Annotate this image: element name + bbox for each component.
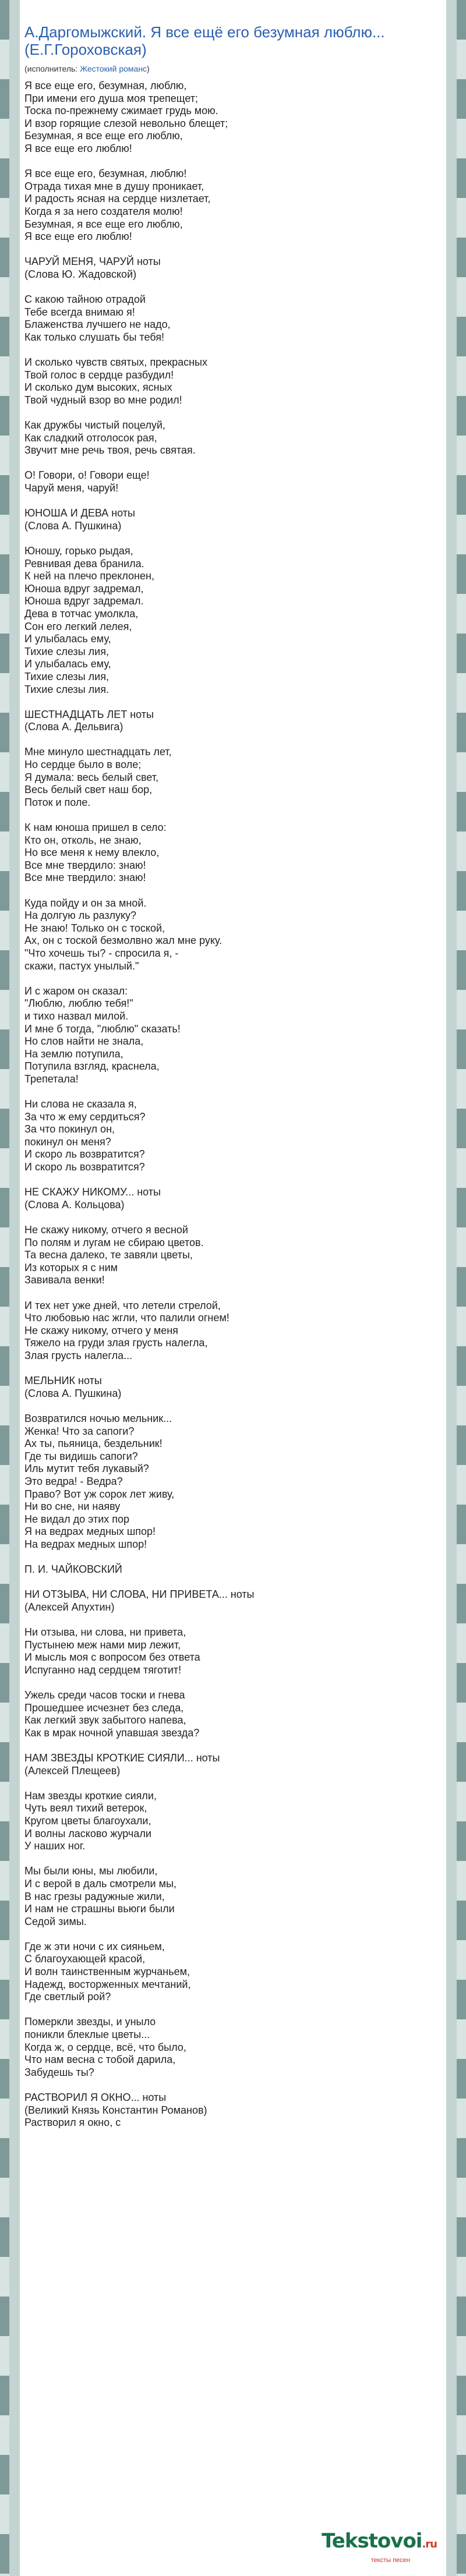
lyric-line [24, 1777, 442, 1790]
song-header [20, 0, 446, 74]
lyric-line: Нам звезды кроткие сияли, [24, 1789, 157, 1802]
lyric-line: Я думала: весь белый свет, [24, 771, 158, 783]
lyric-line: скажи, пастух унылый." [24, 960, 139, 972]
lyric-line [24, 972, 442, 985]
lyric-line: ШЕСТНАДЦАТЬ ЛЕТ ноты [24, 708, 154, 720]
lyric-line: И мысль моя с вопросом без ответа [24, 1651, 200, 1664]
lyric-line: И скоро ль возвратится? [24, 1161, 145, 1173]
performer-prefix: (исполнитель: [24, 64, 80, 73]
lyric-line: Сон его легкий лелея, [24, 620, 132, 632]
lyric-line: Как в мрак ночной упавшая звезда? [24, 1726, 200, 1739]
lyric-line [24, 1928, 442, 1941]
lyric-line: П. И. ЧАЙКОВСКИЙ [24, 1563, 122, 1576]
lyric-line: Растворил я окно, с [24, 2117, 121, 2129]
lyric-line: Ни слова не сказала я, [24, 1098, 137, 1110]
lyric-line: И взор горящие слезой невольно блещет; [24, 117, 228, 129]
lyric-line [24, 1211, 442, 1224]
logo-tld-text: .ru [422, 2538, 437, 2550]
lyric-line: Не видал до этих пор [24, 1513, 130, 1525]
lyric-line: Завивала венки! [24, 1274, 105, 1286]
lyrics-text [20, 80, 446, 2129]
lyric-line [24, 243, 442, 256]
lyric-line [24, 1174, 442, 1187]
lyric-line: Тебе всегда внимаю я! [24, 306, 135, 318]
lyric-line [24, 696, 442, 709]
lyric-line: Но сердце было в воле; [24, 759, 142, 771]
lyric-line [24, 1853, 442, 1866]
lyric-line: Весь белый свет наш бор, [24, 784, 153, 796]
lyric-line: Тихие слезы лия, [24, 670, 109, 682]
lyric-line [24, 406, 442, 419]
lyric-line [24, 1086, 442, 1099]
lyric-line: Как дружбы чистый поцелуй, [24, 419, 165, 431]
lyric-line: И скоро ль возвратится? [24, 1148, 145, 1160]
lyric-line [24, 1363, 442, 1375]
lyric-line: (Алексей Апухтин) [24, 1601, 115, 1613]
lyric-line: Та весна далеко, те завяли цветы, [24, 1249, 193, 1261]
lyric-line [24, 2079, 442, 2092]
lyric-line: Тоска по-прежнему сжимает грудь мою. [24, 105, 218, 117]
lyric-line: Что нам весна с тобой дарила, [24, 2054, 176, 2066]
lyric-line [24, 1287, 442, 1300]
lyric-line: Седой зимы. [24, 1915, 87, 1927]
lyric-line: Тихие слезы лия, [24, 645, 109, 657]
lyric-line: С какою тайною отрадой [24, 293, 146, 306]
lyric-line: Ни во сне, ни наяву [24, 1501, 121, 1513]
lyric-line: Безумная, я все еще его люблю, [24, 130, 183, 142]
lyric-line: Куда пойду и он за мной. [24, 897, 147, 909]
lyric-line: Но слов найти не знала, [24, 1035, 144, 1048]
lyric-line: Юноша вдруг задремал, [24, 582, 144, 595]
lyric-line: Чаруй меня, чаруй! [24, 482, 119, 494]
lyric-line: Ужель среди часов тоски и гнева [24, 1689, 185, 1701]
lyric-line: Ни отзыва, ни слова, ни привета, [24, 1626, 186, 1639]
lyric-line: Злая грусть налегла... [24, 1349, 133, 1361]
lyric-line: Я все еще его люблю! [24, 142, 132, 154]
content-page [20, 0, 446, 2576]
lyric-line: И тех нет уже дней, что летели стрелой, [24, 1299, 221, 1311]
lyric-line [24, 1400, 442, 1413]
lyric-line: Что любовью нас жгли, что палили огнем! [24, 1312, 230, 1324]
lyric-line: Как легкий звук забытого напева, [24, 1714, 186, 1726]
lyric-line: Безумная, я все еще его люблю, [24, 218, 183, 230]
lyric-line: И нам не страшны вьюги были [24, 1903, 175, 1915]
lyric-line: Женка! Что за сапоги? [24, 1425, 135, 1437]
lyric-line: И волн таинственным журчаньем, [24, 1966, 190, 1978]
lyric-line: Не скажу никому, отчего у меня [24, 1324, 178, 1336]
lyric-line [24, 1676, 442, 1689]
lyric-line: Где ж эти ночи с их сияньем, [24, 1940, 165, 1952]
lyric-line: Твой голос в сердце разбудил! [24, 369, 174, 381]
lyric-line [24, 734, 442, 746]
lyric-line: Не знаю! Только он с тоской, [24, 922, 165, 934]
lyric-line: (Алексей Плещеев) [24, 1764, 121, 1777]
lyric-line: Тихие слезы лия. [24, 683, 109, 695]
lyric-line: Где светлый рой? [24, 1991, 111, 2003]
lyric-line [24, 344, 442, 356]
lyric-line: У наших ног. [24, 1840, 86, 1852]
lyric-line: Дева в тотчас умолкла, [24, 607, 139, 620]
lyric-line: Забудешь ты? [24, 2066, 94, 2078]
lyric-line: Трепетала! [24, 1073, 79, 1085]
lyric-line [24, 281, 442, 294]
lyric-line [24, 457, 442, 470]
lyric-line: В нас грезы радужные жили, [24, 1890, 165, 1902]
lyric-line [24, 884, 442, 897]
lyric-line: Тяжело на груди злая грусть налегла, [24, 1337, 208, 1349]
lyric-line: Ревнивая дева бранила. [24, 557, 144, 569]
lyric-line: За что покинул он, [24, 1123, 115, 1135]
lyric-line: НАМ ЗВЕЗДЫ КРОТКИЕ СИЯЛИ... ноты [24, 1751, 220, 1764]
lyric-line: Я все еще его, безумная, люблю, [24, 80, 187, 91]
lyric-line: Но все меня к нему влекло, [24, 847, 160, 859]
lyric-line: Возвратился ночью мельник... [24, 1412, 172, 1424]
lyric-line: И улыбалась ему, [24, 633, 111, 645]
lyric-line: Испуганно над сердцем тяготит! [24, 1664, 182, 1676]
lyric-line [24, 809, 442, 822]
logo-tagline: тексты песен [370, 2557, 410, 2564]
right-decorative-stripe [457, 0, 466, 2576]
lyric-line: (Слова Ю. Жадовской) [24, 268, 137, 280]
lyric-line: К ней на плечо преклонен, [24, 570, 154, 582]
lyric-line: поникли блеклые цветы... [24, 2029, 150, 2041]
lyric-line: Когда ж, о сердце, всё, что было, [24, 2041, 186, 2053]
lyric-line [24, 1576, 442, 1589]
lyric-line [24, 495, 442, 508]
lyric-line: Поток и поле. [24, 796, 91, 808]
lyric-line: К нам юноша пришел в село: [24, 822, 167, 834]
lyric-line: Мне минуло шестнадцать лет, [24, 746, 172, 758]
lyric-line: Звучит мне речь твоя, речь святая. [24, 444, 196, 457]
lyric-line: Право? Вот уж сорок лет живу, [24, 1488, 175, 1500]
lyric-line: Ах, он с тоской безмолвно жал мне руку. [24, 935, 223, 947]
lyric-line [24, 155, 442, 168]
lyric-line: Твой чудный взор во мне родил! [24, 394, 182, 406]
lyric-line: Я все еще его люблю! [24, 231, 132, 243]
lyric-line: Я на ведрах медных шпор! [24, 1526, 156, 1538]
lyric-line: Я все еще его, безумная, люблю! [24, 168, 187, 180]
lyric-line: Юношу, горько рыдая, [24, 544, 133, 557]
lyric-line: (Слова А. Кольцова) [24, 1198, 125, 1211]
lyric-line: Потупила взгляд, краснела, [24, 1060, 160, 1073]
lyric-line: Померкли звезды, и уныло [24, 2016, 156, 2028]
lyric-line: Где ты видишь сапоги? [24, 1450, 138, 1462]
lyric-line: И улыбалась ему, [24, 658, 111, 670]
lyric-line: На землю потупила, [24, 1048, 123, 1060]
performer-line [24, 64, 442, 74]
lyric-line: (Слова А. Пушкина) [24, 1387, 122, 1399]
lyric-line: Чуть веял тихий ветерок, [24, 1802, 147, 1814]
logo-wordmark [297, 2529, 437, 2556]
lyric-line: покинул он меня? [24, 1135, 111, 1148]
lyric-line: И с жаром он сказал: [24, 985, 128, 997]
lyric-line: Как сладкий отголосок рая, [24, 431, 157, 444]
lyric-line: На долгую ль разлуку? [24, 910, 137, 922]
lyric-line [24, 1613, 442, 1626]
lyric-line: Прошедшее исчезнет без следа, [24, 1701, 184, 1714]
lyric-line: Надежд, восторженных мечтаний, [24, 1978, 191, 1990]
lyric-line: По полям и лугам не сбираю цветов. [24, 1236, 204, 1248]
lyric-line [24, 532, 442, 545]
lyric-line: НИ ОТЗЫВА, НИ СЛОВА, НИ ПРИВЕТА... ноты [24, 1588, 255, 1601]
lyric-line: При имени его душа моя трепещет; [24, 92, 199, 104]
lyric-line: НЕ СКАЖУ НИКОМУ... ноты [24, 1186, 161, 1198]
performer-suffix: ) [147, 64, 150, 73]
lyric-line: РАСТВОРИЛ Я ОКНО... ноты [24, 2092, 167, 2103]
song-title: А.Даргомыжский. Я все ещё его безумная люблю... (Е.Г.Гороховская) [24, 23, 385, 58]
lyric-line: Кто он, отколь, не знаю, [24, 834, 142, 846]
lyric-line [24, 2004, 442, 2016]
lyric-line: Кругом цветы благоухали, [24, 1814, 151, 1827]
lyric-line: Ах ты, пьяница, бездельник! [24, 1438, 163, 1450]
lyric-line: И радость ясная на сердце низлетает, [24, 193, 211, 205]
lyric-line: И с верой в даль смотрели мы, [24, 1877, 176, 1889]
lyric-line: И волны ласково журчали [24, 1827, 151, 1839]
site-logo[interactable] [297, 2529, 437, 2564]
lyric-line: МЕЛЬНИК ноты [24, 1375, 102, 1387]
lyric-line: Иль мутит тебя лукавый? [24, 1463, 149, 1475]
lyric-line: Мы были юны, мы любили, [24, 1865, 158, 1877]
lyric-line: Когда я за него создателя молю! [24, 205, 183, 217]
lyric-line: и тихо назвал милой. [24, 1010, 129, 1022]
lyric-line: Все мне твердило: знаю! [24, 859, 146, 871]
lyric-line: Все мне твердило: знаю! [24, 872, 146, 884]
left-decorative-stripe [0, 0, 9, 2576]
lyric-line: "Люблю, люблю тебя!" [24, 997, 133, 1010]
lyric-line: И мне б тогда, "люблю" сказать! [24, 1022, 181, 1035]
lyric-line: Из которых я с ним [24, 1261, 118, 1273]
lyric-line: ЧАРУЙ МЕНЯ, ЧАРУЙ ноты [24, 256, 161, 268]
lyric-line: Это ведра! - Ведра? [24, 1475, 123, 1487]
lyric-line: И сколько чувств святых, прекрасных [24, 356, 207, 369]
lyric-line: Отрада тихая мне в душу проникает, [24, 180, 204, 192]
lyric-line: Как только слушать бы тебя! [24, 331, 164, 343]
lyric-line: О! Говори, о! Говори еще! [24, 469, 150, 482]
lyric-line: И сколько дум высоких, ясных [24, 381, 172, 394]
lyric-line: С благоухающей красой, [24, 1953, 146, 1965]
lyric-line: Пустынею меж нами мир лежит, [24, 1639, 181, 1651]
lyric-line: ЮНОША И ДЕВА ноты [24, 507, 135, 519]
lyric-line: (Слова А. Дельвига) [24, 721, 123, 733]
lyric-line: Блаженства лучшего не надо, [24, 319, 171, 331]
lyric-line: На ведрах медных шпор! [24, 1538, 147, 1550]
lyric-line: (Слова А. Пушкина) [24, 519, 122, 532]
lyric-line [24, 1739, 442, 1752]
lyric-line: Не скажу никому, отчего я весной [24, 1224, 188, 1236]
logo-main-text: Tekstovoi [322, 2529, 422, 2553]
lyric-line: "Что хочешь ты? - спросила я, - [24, 947, 179, 959]
lyric-line: (Великий Князь Константин Романов) [24, 2104, 207, 2116]
lyric-line: За что ж ему сердиться? [24, 1110, 146, 1123]
performer-link[interactable]: Жестокий романс [80, 64, 147, 73]
lyric-line [24, 1551, 442, 1563]
lyric-line: Юноша вдруг задремал. [24, 595, 144, 607]
